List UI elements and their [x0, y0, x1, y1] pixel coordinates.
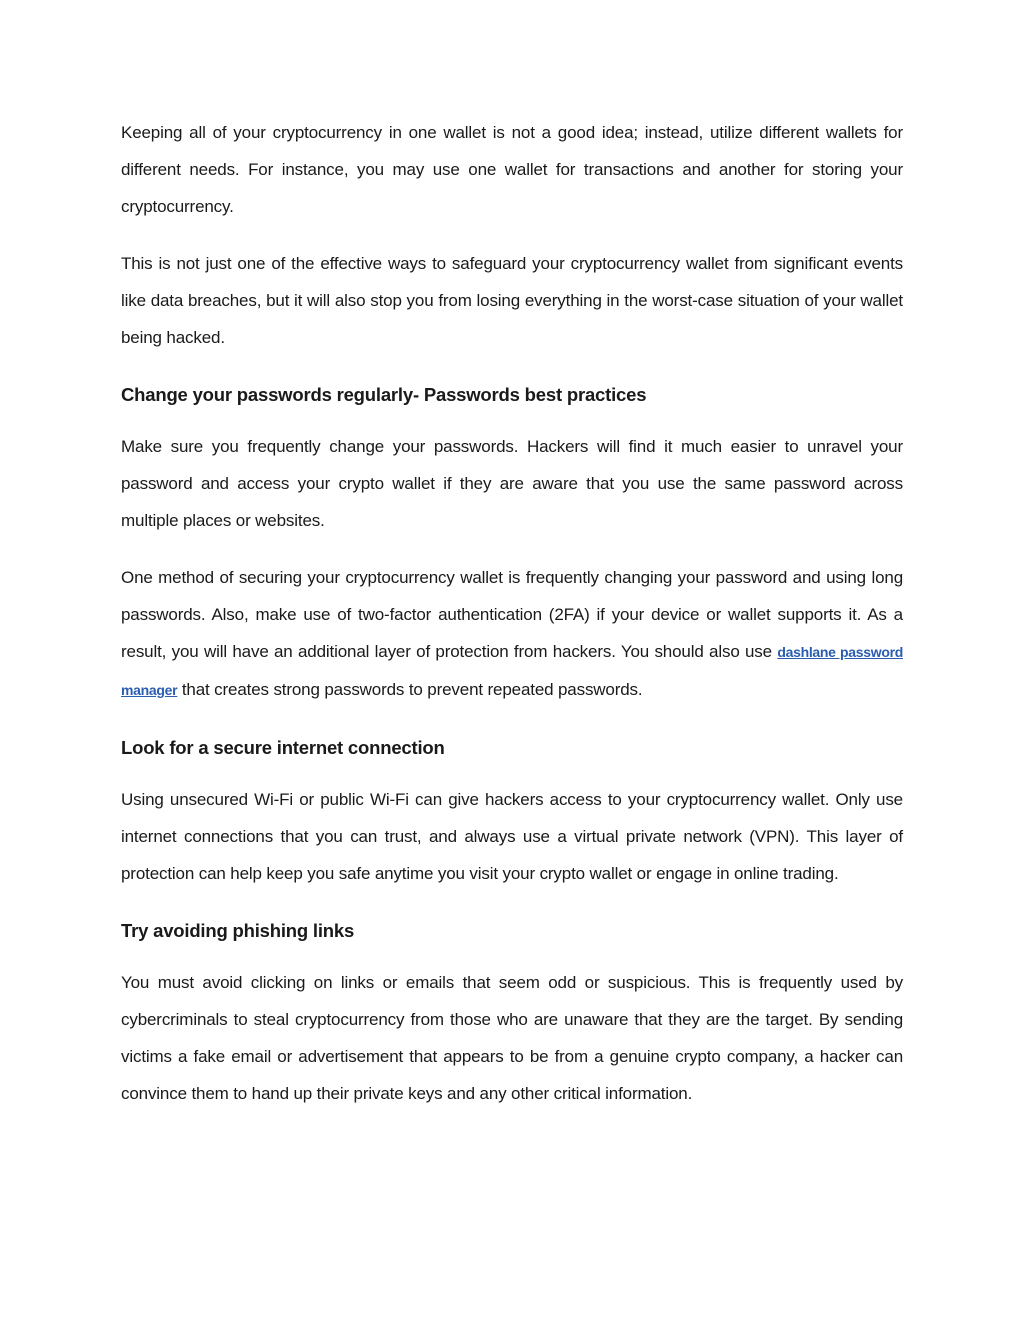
paragraph-text-after-link: that creates strong passwords to prevent repeated passwords.: [177, 680, 643, 699]
document-page: [121, 114, 903, 1132]
paragraph-change-passwords: Make sure you frequently change your passwords. Hackers will find it much easier to unravel your password and access your crypto wallet if they are aware that you use the same password across multiple places or websites.: [121, 437, 903, 530]
heading-change-passwords: Change your passwords regularly- Passwords best practices: [121, 384, 647, 405]
heading-secure-connection: Look for a secure internet connection: [121, 737, 445, 758]
paragraph-phishing-links: You must avoid clicking on links or emails that seem odd or suspicious. This is frequently used by cybercriminals to steal cryptocurrency from those who are unaware that they are the target. By sending victims a fake email or advertisement that appears to be from a genuine crypto company, a hacker can convince them to hand up their private keys and any other critical information.: [121, 973, 903, 1103]
paragraph-text-before-link: One method of securing your cryptocurrency wallet is frequently changing your password and using long passwords. Also, make use of two-factor authentication (2FA) if your device or wallet supports it. As a result, you will have an additional layer of protection from hackers. You should also use: [121, 568, 903, 661]
paragraph-safeguard-wallet: This is not just one of the effective ways to safeguard your cryptocurrency wallet from significant events like data breaches, but it will also stop you from losing everything in the worst-case situation of your wallet being hacked.: [121, 254, 903, 347]
paragraph-multiple-wallets: Keeping all of your cryptocurrency in one wallet is not a good idea; instead, utilize different wallets for different needs. For instance, you may use one wallet for transactions and another for storing your cryptocurrency.: [121, 123, 903, 216]
heading-phishing-links: Try avoiding phishing links: [121, 920, 355, 941]
dashlane-password-manager-link[interactable]: dashlane password manager: [121, 644, 903, 698]
paragraph-long-passwords-2fa: [121, 559, 903, 709]
paragraph-secure-connection: Using unsecured Wi-Fi or public Wi-Fi can give hackers access to your cryptocurrency wallet. Only use internet connections that you can trust, and always use a virtual private network (VPN). This layer of protection can help keep you safe anytime you visit your crypto wallet or engage in online trading.: [121, 790, 903, 883]
